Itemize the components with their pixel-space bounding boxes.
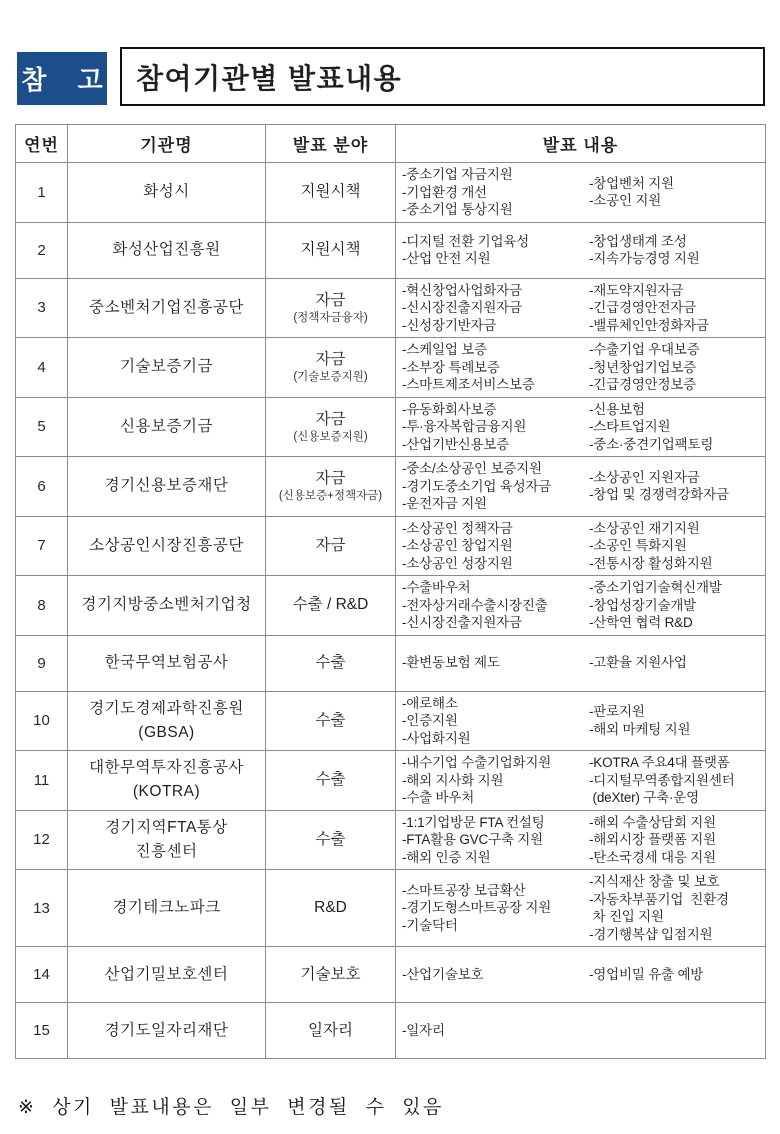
org-name-line: 경기도경제과학진흥원 [89, 699, 244, 717]
presentation-table [15, 124, 766, 1059]
cell-no: 14 [16, 947, 68, 1003]
table-row [16, 222, 766, 278]
cell-content [396, 576, 766, 636]
table-row [16, 397, 766, 457]
cell-field [266, 691, 396, 751]
content-item: -긴급경영안전자금 [589, 300, 697, 315]
content-left-list [402, 233, 589, 268]
content-item: -운전자금 지원 [402, 496, 487, 511]
content-wrap [402, 166, 763, 219]
cell-field [266, 397, 396, 457]
cell-content [396, 1003, 766, 1059]
content-wrap [402, 966, 763, 984]
content-item: -재도약지원자금 [589, 282, 684, 298]
content-left-list [402, 754, 589, 807]
cell-org [68, 691, 266, 751]
cell-no: 15 [16, 1003, 68, 1059]
content-item: -판로지원 [589, 704, 645, 720]
org-name-line: 화성시 [143, 183, 190, 201]
content-item: -지속가능경영 지원 [589, 251, 700, 266]
content-item: -해외 인증 지원 [402, 849, 491, 865]
cell-field [266, 947, 396, 1003]
content-item: -해외시장 플랫폼 지원 [589, 832, 716, 847]
content-left-list [402, 579, 589, 632]
field-subtitle: (신용보증+정책자금) [278, 490, 383, 503]
content-item: -창업벤처 지원 [589, 175, 674, 191]
col-header-content: 발표 내용 [396, 125, 766, 163]
field-title: 자금 [315, 410, 346, 428]
field-title: 자금 [315, 470, 346, 488]
content-right-list [589, 873, 763, 943]
content-wrap [402, 754, 763, 807]
content-item: -창업생태계 조성 [589, 233, 687, 249]
content-right-list [589, 814, 763, 867]
content-item: -소상공인 재기지원 [589, 520, 700, 536]
content-right-list [589, 654, 763, 672]
org-name-line: 경기신용보증재단 [104, 477, 229, 495]
cell-field [266, 457, 396, 517]
content-item: -창업성장기술개발 [589, 597, 697, 613]
cell-org [68, 278, 266, 338]
org-name-line: 경기지방중소벤처기업청 [81, 596, 252, 614]
content-left-list [402, 882, 589, 935]
field-title: 수출 [315, 654, 346, 671]
table-row [16, 635, 766, 691]
cell-content [396, 635, 766, 691]
content-item: -소부장 특례보증 [402, 359, 500, 375]
table-row [16, 1003, 766, 1059]
content-item: -소상공인 지원자금 [589, 469, 700, 485]
org-name-line: 한국무역보험공사 [104, 654, 229, 671]
content-item: -기업환경 개선 [402, 184, 487, 200]
content-item: -산업기반신용보증 [402, 436, 510, 452]
content-item: -중소기업 통상지원 [402, 202, 513, 217]
content-item: -중소기업기술혁신개발 [589, 580, 722, 595]
table-row [16, 576, 766, 636]
content-item: -애로해소 [402, 695, 458, 711]
org-name-line: 화성산업진흥원 [112, 241, 221, 258]
content-item: 차 진입 지원 [589, 909, 664, 924]
content-wrap [402, 654, 763, 672]
content-item: -혁신창업사업화자금 [402, 282, 522, 298]
cell-no: 7 [16, 516, 68, 576]
table-row [16, 870, 766, 947]
content-right-list [589, 469, 763, 504]
cell-no: 1 [16, 163, 68, 223]
cell-no: 6 [16, 457, 68, 517]
cell-field [266, 222, 396, 278]
content-item: -스마트공장 보급확산 [402, 882, 526, 898]
content-item: -긴급경영안정보증 [589, 377, 697, 392]
content-item: -소상공인 창업지원 [402, 538, 513, 553]
field-title: 수출 [315, 771, 346, 789]
content-right-list [589, 966, 763, 984]
content-item: -기술닥터 [402, 917, 458, 933]
cell-no: 13 [16, 870, 68, 947]
cell-org [68, 457, 266, 517]
cell-field [266, 163, 396, 223]
content-item: -신시장진출지원자금 [402, 615, 522, 630]
cell-content [396, 516, 766, 576]
field-title: 수출 [315, 711, 346, 729]
cell-content [396, 163, 766, 223]
cell-content [396, 278, 766, 338]
cell-content [396, 810, 766, 870]
content-item: -디지털 전환 기업육성 [402, 233, 529, 249]
cell-field [266, 278, 396, 338]
content-right-list [589, 282, 763, 335]
content-wrap [402, 401, 763, 454]
content-item: -전통시장 활성화지원 [589, 555, 713, 571]
content-item: -경기행복샵 입점지원 [589, 926, 713, 942]
org-name-line: 경기테크노파크 [112, 899, 221, 916]
content-item: -디지털무역종합지원센터 [589, 772, 735, 788]
cell-no: 11 [16, 751, 68, 811]
content-item: -내수기업 수출기업화지원 [402, 755, 552, 770]
col-header-no: 연번 [16, 125, 68, 163]
page-title: 참여기관별 발표내용 [120, 47, 765, 106]
content-wrap [402, 460, 763, 513]
content-item: -중소/소상공인 보증지원 [402, 461, 542, 476]
org-name-line: 중소벤처기업진흥공단 [89, 298, 244, 316]
field-title: 자금 [315, 291, 346, 309]
col-header-field: 발표 분야 [266, 125, 396, 163]
table-row [16, 457, 766, 517]
content-left-list [402, 814, 589, 867]
content-right-list [589, 754, 763, 807]
content-item: -신시장진출지원자금 [402, 300, 522, 315]
cell-content [396, 691, 766, 751]
cell-org [68, 576, 266, 636]
table-row [16, 810, 766, 870]
org-name-line: 신용보증기금 [120, 417, 213, 435]
content-left-list [402, 1022, 589, 1040]
cell-org [68, 870, 266, 947]
content-left-list [402, 401, 589, 454]
content-wrap [402, 814, 763, 867]
cell-org [68, 397, 266, 457]
content-wrap [402, 579, 763, 632]
cell-org [68, 635, 266, 691]
table-row [16, 516, 766, 576]
content-left-list [402, 460, 589, 513]
content-item: -산업기술보호 [402, 966, 484, 982]
content-item: -소상공인 정책자금 [402, 520, 513, 536]
field-subtitle: (기술보증지원) [293, 371, 368, 384]
table-row [16, 751, 766, 811]
content-item: -1:1기업방문 FTA 컨설팅 [402, 814, 545, 830]
content-item: -산학연 협력 R&D [589, 615, 693, 630]
content-item: -청년창업기업보증 [589, 359, 697, 375]
cell-field [266, 635, 396, 691]
org-name-line: 경기도일자리재단 [104, 1021, 229, 1039]
cell-content [396, 338, 766, 398]
field-title: R&D [314, 899, 347, 916]
content-item: -지식재산 창출 및 보호 [589, 874, 720, 889]
content-item: -전자상거래수출시장진출 [402, 597, 548, 613]
content-item: -투·융자복합금융지원 [402, 419, 527, 434]
content-right-list [589, 401, 763, 454]
content-wrap [402, 873, 763, 943]
cell-no: 8 [16, 576, 68, 636]
content-item: -산업 안전 지원 [402, 251, 491, 266]
content-item: -자동차부품기업 친환경 [589, 891, 729, 907]
content-item: -사업화지원 [402, 730, 471, 746]
reference-badge: 참 고 [17, 52, 107, 105]
content-item: -인증지원 [402, 713, 458, 728]
content-left-list [402, 520, 589, 573]
cell-no: 12 [16, 810, 68, 870]
content-item: -해외 마케팅 지원 [589, 721, 691, 737]
content-wrap [402, 341, 763, 394]
content-item: -소상공인 성장지원 [402, 555, 513, 571]
cell-field [266, 1003, 396, 1059]
cell-org [68, 516, 266, 576]
content-right-list [589, 520, 763, 573]
field-subtitle: (정책자금융자) [293, 311, 368, 324]
cell-no: 3 [16, 278, 68, 338]
field-subtitle: (신용보증지원) [293, 430, 368, 443]
content-item: -창업 및 경쟁력강화자금 [589, 487, 729, 503]
org-name-line: 진흥센터 [135, 842, 198, 860]
content-left-list [402, 695, 589, 748]
field-title: 지원시책 [300, 183, 361, 201]
content-item: -탄소국경세 대응 지원 [589, 849, 716, 865]
org-name-line: 산업기밀보호센터 [104, 965, 229, 983]
content-right-list [589, 233, 763, 268]
content-item: -수출 바우처 [402, 790, 475, 805]
cell-content [396, 457, 766, 517]
content-item: -중소기업 자금지원 [402, 167, 513, 182]
content-item: -KOTRA 주요4대 플랫폼 [589, 755, 730, 770]
table-row [16, 947, 766, 1003]
content-wrap [402, 282, 763, 335]
content-item: -스케일업 보증 [402, 342, 487, 357]
cell-content [396, 870, 766, 947]
content-item: -영업비밀 유출 예방 [589, 966, 704, 982]
field-title: 자금 [315, 536, 346, 554]
field-title: 수출 [315, 830, 346, 848]
content-item: -스타트업지원 [589, 419, 671, 434]
cell-org [68, 163, 266, 223]
col-header-org: 기관명 [68, 125, 266, 163]
content-item: -밸류체인안정화자금 [589, 317, 709, 333]
field-title: 지원시책 [300, 241, 361, 258]
cell-content [396, 222, 766, 278]
content-wrap [402, 233, 763, 268]
cell-field [266, 576, 396, 636]
table-body [16, 163, 766, 1059]
cell-org [68, 1003, 266, 1059]
field-title: 일자리 [308, 1021, 353, 1039]
content-item: -해외 지사화 지원 [402, 772, 504, 788]
table-row [16, 338, 766, 398]
content-right-list [589, 579, 763, 632]
content-item: -수출기업 우대보증 [589, 342, 700, 357]
content-right-list [589, 341, 763, 394]
cell-org [68, 810, 266, 870]
cell-field [266, 516, 396, 576]
content-item: -경기도형스마트공장 지원 [402, 900, 552, 916]
cell-no: 9 [16, 635, 68, 691]
cell-org [68, 338, 266, 398]
cell-org [68, 947, 266, 1003]
content-item: -수출바우처 [402, 580, 471, 595]
content-item: -소공인 지원 [589, 193, 662, 209]
org-name-line: 기술보증기금 [120, 358, 213, 376]
content-item: -신용보험 [589, 401, 645, 417]
content-item: -FTA활용 GVC구축 지원 [402, 832, 543, 847]
content-right-list [589, 703, 763, 738]
cell-no: 2 [16, 222, 68, 278]
content-item: (deXter) 구축·운영 [589, 790, 699, 805]
content-left-list [402, 166, 589, 219]
cell-field [266, 870, 396, 947]
cell-org [68, 751, 266, 811]
content-right-list [589, 175, 763, 210]
content-item: -소공인 특화지원 [589, 538, 687, 553]
content-wrap [402, 1022, 763, 1040]
document-header [17, 47, 765, 106]
table-row [16, 278, 766, 338]
org-name-line: 대한무역투자진흥공사 [89, 759, 244, 777]
content-left-list [402, 654, 589, 672]
footer-note: ※ 상기 발표내용은 일부 변경될 수 있음 [18, 1097, 444, 1118]
content-left-list [402, 341, 589, 394]
table-row [16, 163, 766, 223]
cell-no: 10 [16, 691, 68, 751]
org-name-line: (KOTRA) [132, 783, 201, 801]
cell-field [266, 338, 396, 398]
content-left-list [402, 966, 589, 984]
content-wrap [402, 695, 763, 748]
cell-field [266, 751, 396, 811]
cell-content [396, 397, 766, 457]
cell-no: 4 [16, 338, 68, 398]
field-title: 자금 [315, 351, 346, 369]
org-name-line: (GBSA) [138, 723, 195, 741]
content-item: -환변동보험 제도 [402, 655, 500, 671]
cell-no: 5 [16, 397, 68, 457]
cell-org [68, 222, 266, 278]
content-item: -고환율 지원사업 [589, 655, 687, 671]
table-header-row [16, 125, 766, 163]
content-item: -경기도중소기업 육성자금 [402, 478, 552, 494]
cell-content [396, 947, 766, 1003]
field-title: 기술보호 [300, 965, 361, 983]
content-item: -신성장기반자금 [402, 317, 497, 333]
org-name-line: 소상공인시장진흥공단 [89, 536, 244, 554]
content-item: -스마트제조서비스보증 [402, 377, 535, 392]
content-left-list [402, 282, 589, 335]
content-wrap [402, 520, 763, 573]
field-title: 수출 / R&D [292, 596, 369, 614]
org-name-line: 경기지역FTA통상 [105, 818, 228, 836]
table-row [16, 691, 766, 751]
cell-field [266, 810, 396, 870]
content-item: -유동화회사보증 [402, 401, 497, 417]
content-item: -중소·중견기업팩토링 [589, 436, 714, 452]
content-item: -일자리 [402, 1022, 445, 1038]
cell-content [396, 751, 766, 811]
content-item: -해외 수출상담회 지원 [589, 814, 716, 830]
